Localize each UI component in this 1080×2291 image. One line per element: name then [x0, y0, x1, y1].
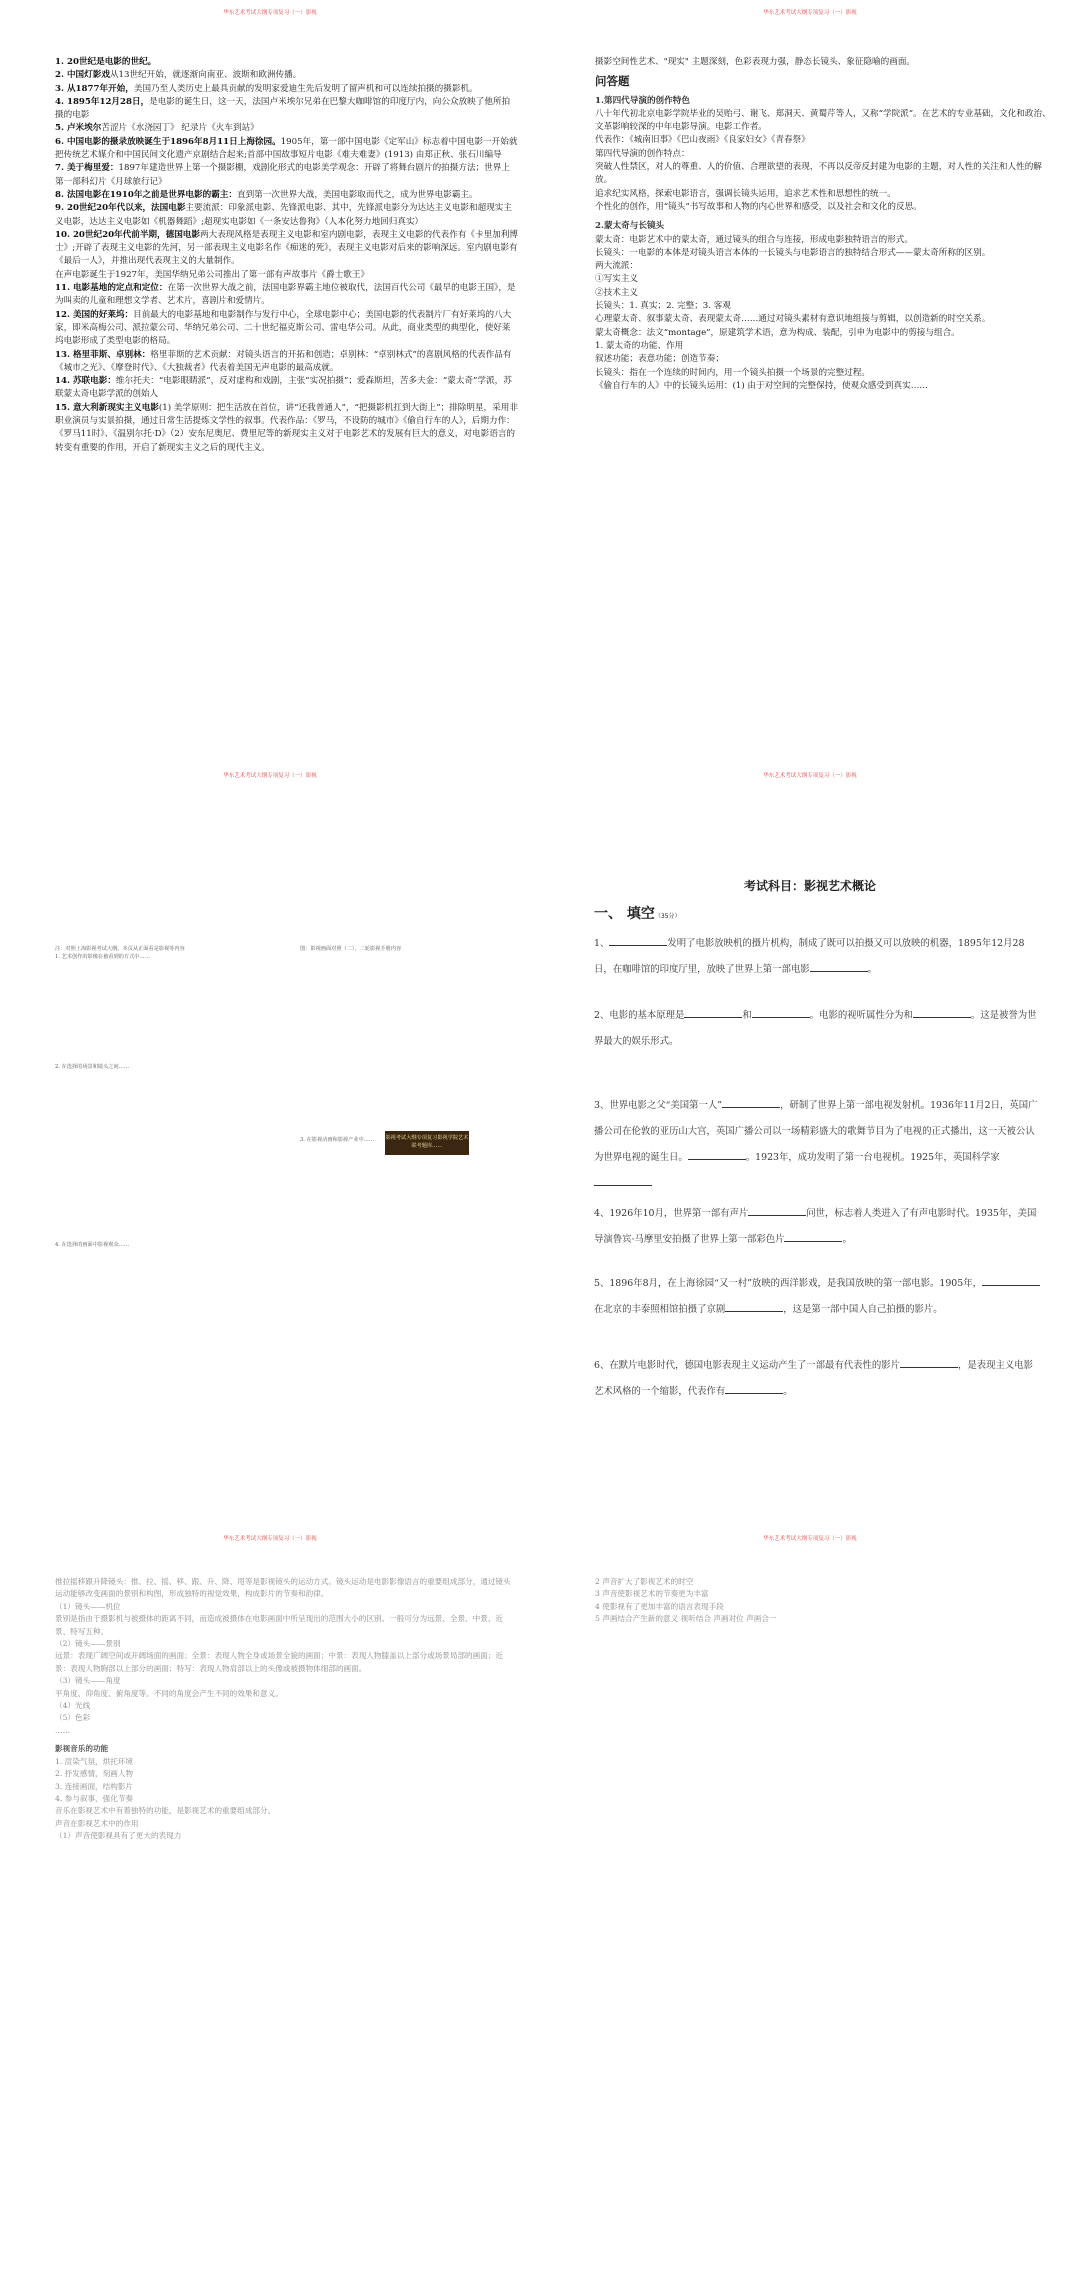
- subheading: 1.第四代导演的创作特色: [595, 95, 690, 106]
- item-lead: 12. 美国的好莱坞：: [55, 309, 134, 320]
- question-text: ，这是第一部中国人自己拍摄的影片。: [783, 1304, 943, 1315]
- item-body: 直到第一次世界大战，美国电影取而代之，成为世界电影霸主。: [236, 189, 478, 200]
- answer-blank[interactable]: [982, 1275, 1040, 1286]
- answer-blank[interactable]: [784, 1231, 842, 1242]
- question-text: 2、电影的基本原理是: [594, 1010, 685, 1021]
- answer-blank[interactable]: [810, 961, 868, 972]
- question-text: ，研制了世界上第一部电视发射机。1936年11月2日，英国广播公司在伦敦的亚历山大宫，英国广播公司以一场精彩盛大的歌舞节目为了电视的正式播出，这一天被公认为世界电视的诞生日。: [594, 1100, 1038, 1163]
- item-body: 从13世纪开始，就逐渐向南亚、波斯和欧洲传播。: [109, 70, 302, 81]
- item-body: 美国乃至人类历史上最具贡献的发明家爱迪生先后发明了留声机和可以连续拍摄的摄影机。: [133, 83, 478, 94]
- page-header: 华东艺术考试大纲专项复习（一）影视: [223, 773, 317, 779]
- question-text: 4、1926年10月，世界第一部有声片: [594, 1208, 749, 1219]
- list-item: [55, 96, 518, 123]
- list-item: [55, 269, 518, 282]
- list-item: [55, 189, 518, 202]
- exam-title: 考试科目：影视艺术概论: [743, 879, 876, 893]
- fill-in-question: [594, 1353, 1040, 1405]
- page-header: 华东艺术考试大纲专项复习（一）影视: [223, 10, 317, 16]
- small-text-line: 4. 在选择的画面中影视观众……: [55, 1242, 130, 1248]
- document-page-4: [540, 763, 1080, 1526]
- item-lead: 4. 1895年12月28日，: [55, 96, 150, 107]
- document-page-2: [540, 0, 1080, 763]
- item-body: 主要流派：印象派电影、先锋派电影、其中，先锋派电影分为达达主义电影和超现实主义电影，达达主义电影如《机器舞蹈》;超现实电影如《一条安达鲁狗》（人本化努力地回归真实）: [55, 203, 512, 227]
- question-text: 。这是被誉为世界最大的娱乐形式。: [594, 1010, 1037, 1047]
- item-lead: 9. 20世纪20年代以来，法国电影: [55, 203, 186, 214]
- question-text: 问世，标志着人类进入了有声电影时代。1935年，美国导演鲁宾·马摩里安拍摄了世界上第一部彩色片: [594, 1208, 1037, 1245]
- question-text: 在北京的丰泰照相馆拍摄了京剧: [594, 1304, 726, 1315]
- document-page-3: [0, 763, 540, 1526]
- list-item: [55, 136, 518, 163]
- item-lead: 1. 20世纪是电影的世纪。: [55, 57, 157, 67]
- item-body: (1) 美学原则：把生活放在首位，讲“还我普通人”，“把摄影机扛到大街上”；排除明星，采用非职业演员与实景拍摄，通过日常生活提炼文学性的叙事。代表作品：《罗马，不设防的城市》《偷自行车的人》，后期力作：《罗马11时》、《温别尔托·D》（2）安东尼奥尼、费里尼等的新现实主义对于电影艺术的发展有巨大的意义，对电影语言的转变有重要的作用，开启了新现实主义之后的现代主义。: [55, 402, 518, 453]
- subheading: 影视音乐的功能: [55, 1744, 109, 1754]
- answer-blank[interactable]: [748, 1205, 806, 1216]
- item-lead: 3. 从1877年开始，: [55, 83, 134, 94]
- advert-banner[interactable]: 影视考试大纲专项复习影视学院艺术联考题库……: [385, 1131, 469, 1155]
- answer-blank[interactable]: [913, 1007, 971, 1018]
- list-item: [55, 375, 518, 402]
- list-item: [55, 349, 518, 376]
- small-text-line: 图：影视画面对照（二），二轮影视手册内容: [300, 946, 402, 952]
- document-page-5: [0, 1526, 540, 2289]
- answer-blank[interactable]: [725, 1383, 783, 1394]
- answer-blank[interactable]: [725, 1301, 783, 1312]
- answer-blank[interactable]: [684, 1007, 742, 1018]
- question-text: 6、在默片电影时代，德国电影表现主义运动产生了一部最有代表性的影片: [594, 1360, 900, 1371]
- question-text: 。: [867, 964, 878, 975]
- body-line: 4 使影视有了更加丰富的语言表现手段: [595, 1601, 724, 1611]
- question-text: ，是表现主义电影艺术风格的一个缩影，代表作有: [594, 1360, 1033, 1397]
- item-body: 在第一次世界大战之前，法国电影界霸主地位被取代，法国百代公司《最早的电影王国》，是为叫卖的儿童和理想文学者、艺术片，喜剧片和爱情片。: [55, 283, 516, 307]
- item-body: 目前最大的电影基地和电影制作与发行中心，全球电影中心；美国电影的代表制片厂有好莱坞的八大家，即米高梅公司、派拉蒙公司、华纳兄弟公司、二十世纪福克斯公司、雷电华公司。从此，商业类型的典型化，使好莱坞电影形成了类型电影的格局。: [55, 309, 512, 347]
- list-item: [55, 162, 518, 189]
- page-header: 华东艺术考试大纲专项复习（一）影视: [223, 1536, 317, 1542]
- list-item: [55, 69, 518, 82]
- body-paragraph: 1. 渲染气氛，烘托环境 2. 抒发感情，刻画人物 3. 连接画面，结构影片 4. 参与叙事，强化节奏 音乐在影视艺术中有着独特的功能，是影视艺术的重要组成部分。 声音在影视艺术中的作用 （1）声音使影视具有了更大的表现力: [55, 1756, 276, 1841]
- item-body: 在声电影诞生于1927年，美国华纳兄弟公司推出了第一部有声故事片《爵士歌王》: [55, 269, 370, 280]
- section-heading: 问答题: [595, 74, 630, 89]
- small-text-line: 3. 在影视动画和影视产业中……: [300, 1137, 375, 1143]
- item-lead: 11. 电影基地的定点和定位：: [55, 283, 168, 294]
- item-body: 格里菲斯的艺术贡献：对镜头语言的开拓和创造；卓别林：“卓别林式”的喜剧风格的代表作品有《城市之光》、《摩登时代》、《大独裁者》代表着美国无声电影的最高成就。: [55, 349, 512, 373]
- subheading: 2.蒙太奇与长镜头: [595, 221, 665, 232]
- list-item: [55, 122, 518, 135]
- item-lead: 6. 中国电影的摄录放映诞生于1896年8月11日上海徐园。: [55, 136, 281, 147]
- list-item: [55, 282, 518, 309]
- item-body: 维尔托夫：“电影眼睛派”，反对虚构和戏剧，主张“实况拍摄”；爱森斯坦，苦多夫金：“蒙太奇”学派，苏联蒙太奇电影学派的创始人: [55, 376, 512, 400]
- page-2-body: [595, 56, 1058, 393]
- section-points: （35分）: [654, 913, 681, 920]
- question-text: 发明了电影放映机的摄片机构，制成了既可以拍摄又可以放映的机器，1895年12月28日，在咖啡馆的印度厅里，放映了世界上第一部电影: [594, 938, 1025, 975]
- page-5-body: [55, 1576, 518, 1843]
- question-text: 。: [842, 1234, 852, 1245]
- body-line: 5 声画结合产生新的意义 视听结合 声画对位 声画合一: [595, 1614, 777, 1624]
- list-item: [55, 83, 518, 96]
- question-text: 和: [903, 1010, 913, 1021]
- body-line: 2 声音扩大了影视艺术的时空: [595, 1577, 694, 1586]
- item-lead: 7. 美于梅里爱：: [55, 163, 119, 174]
- answer-blank[interactable]: [609, 935, 667, 946]
- question-text: 。: [783, 1386, 793, 1397]
- item-body: 苦涩片《水浇园丁》 纪录片《火车到站》: [101, 123, 259, 134]
- page-1-body: [55, 56, 518, 455]
- answer-blank[interactable]: [752, 1007, 810, 1018]
- intro-paragraph: 摄影空间性艺术、"现实" 主题深刻，色彩表现力强，静态长镜头、象征隐喻的画面。: [595, 57, 916, 67]
- answer-blank[interactable]: [688, 1149, 746, 1160]
- item-body: 1905年，第一部中国电影《定军山》标志着中国电影一开始就把传统艺术媒介和中国民间文化遗产京剧结合起来;首部中国故事短片电影《难夫难妻》(1913) 由郑正秋、张石川编导: [55, 136, 518, 161]
- section-label: 一、 填空: [594, 906, 655, 922]
- body-paragraph: 推拉摇移跟升降镜头：推、拉、摇、移、跟、升、降、甩等是影视镜头的运动方式。镜头运动是电影影像语言的重要组成部分，通过镜头运动能够改变画面的景别和构图，形成独特的视觉效果，构成影片的节奏和韵律。 （1）镜头——机位 景别是指由于摄影机与被摄体的距离不同，而造成被摄体在电影画面中所呈现出的范围大小的区别。一般可分为远景、全景、中景、近景、特写五种。 （2）镜头——景别 远景：表现广阔空间或开阔场面的画面；全景：表现人物全身或场景全貌的画面；中景：表现人物膝盖以上部分或场景局部的画面；近景：表现人物胸部以上部分的画面；特写：表现人物肩部以上的头像或被摄物体细部的画面。 （3）镜头——角度 平角度、仰角度、俯角度等。不同的角度会产生不同的效果和意义。 （4）光线 （5）色彩 ……: [55, 1577, 511, 1735]
- answer-blank[interactable]: [900, 1357, 958, 1368]
- fill-in-question: [594, 1093, 1040, 1197]
- item-lead: 8. 法国电影在1910年之前是世界电影的霸主：: [55, 189, 237, 200]
- question-text: 1、: [594, 938, 610, 949]
- answer-blank[interactable]: [594, 1175, 652, 1186]
- question-text: 和: [742, 1010, 752, 1021]
- list-item: [55, 56, 518, 69]
- fill-in-question: [594, 1201, 1040, 1253]
- list-item: [55, 229, 518, 269]
- page-header: 华东艺术考试大纲专项复习（一）影视: [763, 1536, 857, 1542]
- section-heading: [594, 903, 681, 923]
- document-page-6: [540, 1526, 1080, 2289]
- list-item: [55, 309, 518, 349]
- fill-in-question: [594, 1003, 1040, 1055]
- list-item: [55, 202, 518, 229]
- question-text: 。1923年，成功发明了第一台电视机。1925年，英国科学家: [745, 1152, 1000, 1163]
- answer-paragraph: 蒙太奇：电影艺术中的蒙太奇，通过镜头的组合与连接，形成电影独特语言的形式。 长镜头：一电影的本体是对镜头语言本体的一长镜头与电影语言的独特结合形式——蒙太奇所称的区别。 两大流派： ①写实主义 ②技术主义 长镜头：1. 真实；2. 完整；3. 客观 心理蒙太奇、叙事蒙太奇、表现蒙太奇……通过对镜头素材有意识地组接与剪辑，以创造新的时空关系。 蒙太奇概念：法文“montage”，原建筑学术语，意为构成、装配，引申为电影中的剪接与组合。 1. 蒙太奇的功能、作用 叙述功能；表意功能；创造节奏； 长镜头：指在一个连续的时间内，用一个镜头拍摄一个场景的完整过程。 《偷自行车的人》中的长镜头运用：(1) 由于对空间的完整保持，使观众感受到真实……: [595, 234, 991, 391]
- question-text: 。电影的视听属性分为: [809, 1010, 904, 1021]
- item-lead: 2. 中国灯影戏: [55, 70, 110, 81]
- small-text-line: 2. 在选择的场景和镜头之间……: [55, 1064, 130, 1070]
- fill-in-question: [594, 1271, 1040, 1323]
- page-6-body: [595, 1576, 1058, 1626]
- page-header: 华东艺术考试大纲专项复习（一）影视: [763, 10, 857, 16]
- item-lead: 14. 苏联电影：: [55, 376, 116, 387]
- page-header: 华东艺术考试大纲专项复习（一）影视: [763, 773, 857, 779]
- body-line: 3 声音使影视艺术的节奏更为丰富: [595, 1589, 709, 1599]
- item-lead: 10. 20世纪20年代前半期，德国电影: [55, 229, 200, 240]
- question-text: 3、世界电影之父“美国第一人”: [594, 1100, 723, 1111]
- answer-blank[interactable]: [722, 1097, 780, 1108]
- question-text: 5、1896年8月，在上海徐园“又一村”放映的西洋影戏，是我国放映的第一部电影。1905年，: [594, 1278, 982, 1289]
- small-text-line: 注：对照上海影视考试大纲，本页从正面看是影视等内容: [55, 946, 185, 952]
- fill-in-question: [594, 931, 1040, 983]
- item-body: 1897年建造世界上第一个摄影棚，戏剧化形式的电影美学观念：开辟了将舞台剧片的拍摄方法；世界上第一部科幻片《月球旅行记》: [55, 163, 510, 187]
- item-lead: 13. 格里菲斯、卓别林：: [55, 349, 151, 360]
- document-page-1: [0, 0, 540, 763]
- small-text-line: 1. 艺术创作的影像在被看到的方式中……: [55, 954, 150, 960]
- item-body: 两大表现风格是表现主义电影和室内剧电影，表现主义电影的代表作有《卡里加利博士》;开辟了表现主义电影的先河，另一部表现主义电影名作《痴迷的死》，表现主义电影对后来的影响深远。室内剧电影有《最后一人》，并推出现代表现主义的大量制作。: [55, 229, 518, 267]
- item-lead: 15. 意大利新现实主义电影: [55, 402, 159, 413]
- answer-paragraph: 八十年代初北京电影学院毕业的吴贻弓、谢飞、郑洞天、黄蜀芹等人，又称“学院派”。在艺术的专业基础，文化和政治、文革影响较深的中年电影导演。电影工作者。 代表作：《城南旧事》《巴山夜雨》《良家妇女》《青春祭》 第四代导演的创作特点： 突破人性禁区，对人的尊重、人的价值、合理欲望的表现，不再以反帝反封建为电影的主题，对人性的关注和人性的解放。 追求纪实风格，探索电影语言，强调长镜头运用，追求艺术性和思想性的统一。 个性化的创作，用“镜头”书写故事和人物的内心世界和感受，以及社会和文化的反思。: [595, 108, 1051, 212]
- item-lead: 5. 卢米埃尔: [55, 123, 102, 134]
- item-body: 是电影的诞生日，这一天，法国卢米埃尔兄弟在巴黎大咖啡馆的印度厅内，向公众放映了他所拍摄的电影: [55, 96, 511, 121]
- list-item: [55, 402, 518, 455]
